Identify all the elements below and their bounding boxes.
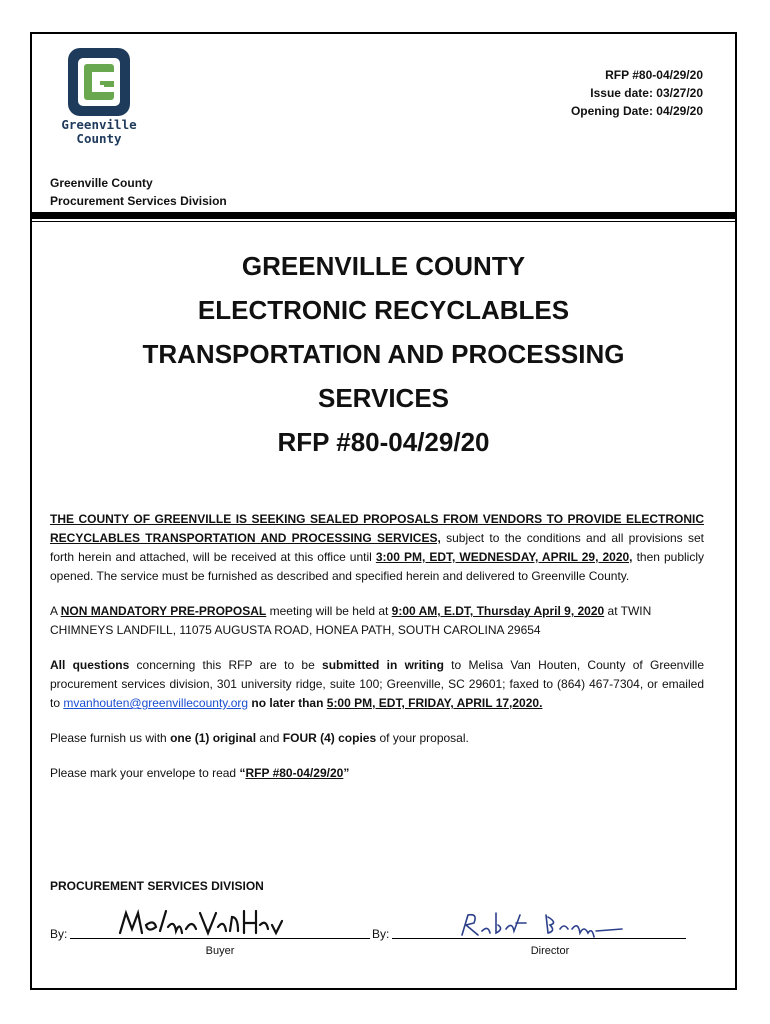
envelope-rfp-reference: RFP #80-04/29/20 — [245, 766, 344, 780]
copies-count: FOUR (4) copies — [282, 731, 377, 745]
org-division: Procurement Services Division — [50, 194, 227, 208]
logo-text-line2: County — [76, 131, 122, 146]
envelope-paragraph — [50, 764, 704, 783]
header-divider-thin — [32, 221, 735, 222]
meeting-prefix: A — [50, 604, 61, 618]
buyer-caption: Buyer — [205, 945, 235, 957]
document-frame — [30, 32, 737, 990]
title-line-5: RFP #80-04/29/20 — [277, 427, 490, 457]
submitted-in-writing: submitted in writing — [322, 658, 444, 672]
intro-paragraph — [50, 510, 704, 586]
greenville-county-logo-icon — [54, 46, 144, 118]
copies-text-c: of your proposal. — [376, 731, 469, 745]
questions-text-b: to Melisa Van Houten, County of Greenville procurement services division, 301 university ridge, suite 100; Greenville, SC 29601; faxed to (864) 467-7304, or emailed to — [50, 658, 705, 710]
envelope-text-a: Please mark your envelope to read — [50, 766, 240, 780]
title-line-2: ELECTRONIC RECYCLABLES — [197, 295, 570, 325]
title-line-3: TRANSPORTATION AND PROCESSING — [142, 339, 625, 369]
document-title — [32, 244, 735, 464]
director-caption: Director — [530, 945, 570, 957]
rfp-number: RFP #80-04/29/20 — [605, 68, 703, 82]
copies-text-b: and — [256, 731, 283, 745]
director-signature-image — [456, 909, 626, 941]
issue-date: Issue date: 03/27/20 — [590, 86, 703, 100]
meeting-text-a: meeting will be held at — [266, 604, 392, 618]
title-line-1: GREENVILLE COUNTY — [241, 251, 526, 281]
meeting-type: NON MANDATORY PRE-PROPOSAL — [60, 604, 267, 618]
questions-text-a: concerning this RFP are to be — [129, 658, 323, 672]
seeking-statement: THE COUNTY OF GREENVILLE IS SEEKING SEALED PROPOSALS FROM VENDORS TO PROVIDE ELECTRONIC RECYCLABLES TRANSPORTATION AND PROCESSING SERVICES, — [50, 512, 704, 545]
intro-text-a: subject to the conditions and all provisions set forth herein and attached, will be received at this office until — [50, 531, 704, 564]
questions-paragraph — [50, 656, 704, 713]
meeting-paragraph — [50, 602, 704, 640]
copies-text-a: Please furnish us with — [50, 731, 171, 745]
director-by-label: By: — [372, 927, 390, 941]
document-body — [50, 510, 704, 799]
original-count: one (1) original — [170, 731, 257, 745]
intro-text-b: then publicly opened. The service must be furnished as described and specified herein and delivered to Greenville County. — [50, 550, 704, 583]
copies-paragraph — [50, 729, 704, 748]
questions-deadline: 5:00 PM, EDT, FRIDAY, APRIL 17,2020. — [326, 696, 543, 710]
buyer-signature-line — [50, 919, 372, 941]
county-logo — [54, 46, 144, 156]
quote-close: ” — [343, 766, 350, 780]
title-line-4: SERVICES — [317, 383, 449, 413]
no-later-than: no later than — [248, 696, 327, 710]
header-divider-thick — [32, 212, 735, 219]
opening-date: Opening Date: 04/29/20 — [570, 104, 703, 118]
meeting-time: 9:00 AM, E.DT, Thursday April 9, 2020 — [391, 604, 605, 618]
buyer-signature-image — [116, 907, 286, 939]
signature-block — [50, 879, 704, 957]
quote-open: “ — [239, 766, 246, 780]
logo-text-line1: Greenville — [61, 117, 137, 132]
org-name: Greenville County — [50, 176, 153, 190]
logo-text — [54, 118, 144, 146]
meeting-location: at TWIN CHIMNEYS LANDFILL, 11075 AUGUSTA ROAD, HONEA PATH, SOUTH CAROLINA 29654 — [50, 604, 652, 637]
org-block — [50, 174, 227, 210]
signature-heading: PROCUREMENT SERVICES DIVISION — [50, 879, 264, 893]
buyer-by-label: By: — [50, 927, 68, 941]
email-link[interactable]: mvanhouten@greenvillecounty.org — [63, 696, 249, 710]
rfp-meta — [571, 66, 703, 120]
all-questions: All questions — [50, 658, 130, 672]
director-signature-line — [372, 919, 688, 941]
submission-deadline: 3:00 PM, EDT, WEDNESDAY, APRIL 29, 2020, — [375, 550, 633, 564]
